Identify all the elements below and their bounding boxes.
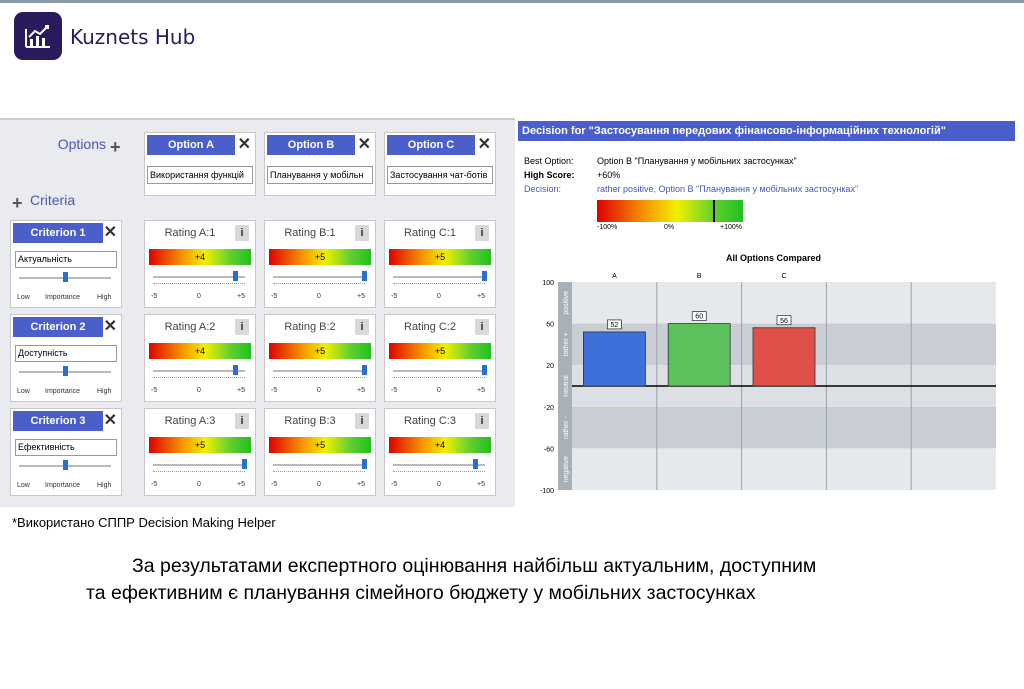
option-card	[144, 132, 256, 196]
scale-max-label: +5	[237, 481, 245, 488]
remove-option-icon[interactable]: ✕	[477, 136, 491, 153]
chart-logo-icon	[14, 12, 62, 60]
rating-label: Rating A:3	[164, 415, 216, 427]
scale-min-label: -5	[151, 481, 158, 488]
scale-max-label: +5	[357, 481, 365, 488]
rating-slider-handle[interactable]	[482, 271, 487, 281]
importance-high-label: High	[97, 482, 112, 489]
data-label: 60	[695, 313, 704, 321]
option-header: Option C	[387, 135, 475, 155]
importance-low-label: Low	[17, 294, 30, 301]
criterion-card	[10, 220, 122, 308]
criterion-header: Criterion 3	[13, 411, 103, 431]
scale-min-label: -5	[391, 387, 398, 394]
y-tick-label: -60	[543, 446, 554, 454]
importance-mid-label: Importance	[45, 388, 81, 395]
rating-label: Rating B:1	[284, 227, 336, 239]
y-tick-label: 100	[542, 280, 554, 287]
rating-slider-handle[interactable]	[242, 459, 247, 469]
brand-name: Kuznets Hub	[70, 25, 196, 49]
rating-card	[264, 408, 376, 496]
rating-ticks	[393, 283, 485, 286]
rating-value-bar: +4	[149, 249, 251, 265]
remove-criterion-icon[interactable]: ✕	[103, 224, 117, 241]
y-tick-label: 20	[546, 363, 554, 371]
rating-ticks	[273, 283, 365, 286]
category-label: A	[612, 273, 617, 280]
scale-mid-label: 0	[317, 481, 321, 488]
info-icon[interactable]: i	[475, 225, 489, 241]
bar-min-label: -100%	[597, 224, 618, 231]
scale-mid-label: 0	[437, 481, 441, 488]
chart-bar	[668, 324, 730, 386]
info-icon[interactable]: i	[235, 225, 249, 241]
header-corner	[4, 124, 132, 213]
rating-label: Rating C:1	[404, 227, 456, 239]
rating-ticks	[393, 471, 485, 474]
chart-band	[558, 407, 996, 449]
y-tick-label: -100	[539, 488, 554, 495]
option-input[interactable]: Застосування чат-ботів	[387, 166, 493, 184]
criterion-card	[10, 314, 122, 402]
options-compared-chart	[518, 266, 1015, 506]
rating-label: Rating C:2	[404, 321, 456, 333]
criterion-input[interactable]: Актуальність	[15, 251, 117, 268]
rating-track[interactable]	[153, 370, 245, 372]
rating-track[interactable]	[153, 464, 245, 466]
chart-title: All Options Compared	[726, 253, 822, 263]
criteria-label: Criteria	[30, 192, 76, 208]
category-label: C	[781, 273, 787, 280]
conclusion-line-2: та ефективним є планування сімейного бюджету у мобільних застосунках	[86, 582, 756, 604]
data-label: 56	[780, 317, 788, 325]
option-input[interactable]: Використання функцій	[147, 166, 253, 184]
importance-slider-handle[interactable]	[63, 366, 68, 376]
rating-card	[264, 314, 376, 402]
bar-mid-label: 0%	[664, 224, 675, 231]
scale-min-label: -5	[271, 387, 278, 394]
scale-max-label: +5	[477, 387, 485, 394]
rating-card	[144, 220, 256, 308]
importance-high-label: High	[97, 294, 112, 301]
scale-max-label: +5	[477, 481, 485, 488]
options-label: Options	[57, 136, 106, 152]
rating-card	[264, 220, 376, 308]
remove-criterion-icon[interactable]: ✕	[103, 318, 117, 335]
scale-min-label: -5	[271, 481, 278, 488]
scale-mid-label: 0	[437, 387, 441, 394]
option-header: Option A	[147, 135, 235, 155]
importance-mid-label: Importance	[45, 294, 81, 301]
data-label: 52	[610, 321, 619, 329]
scale-max-label: +5	[357, 293, 365, 300]
rating-value-bar: +5	[149, 437, 251, 453]
best-option-value: Option B "Планування у мобільних застосунках"	[597, 156, 797, 166]
rating-ticks	[153, 283, 245, 286]
chart-bar	[753, 328, 815, 386]
rating-label: Rating B:2	[284, 321, 336, 333]
rating-label: Rating B:3	[284, 415, 336, 427]
importance-low-label: Low	[17, 482, 30, 489]
rating-track[interactable]	[153, 276, 245, 278]
rating-slider-handle[interactable]	[362, 271, 367, 281]
rating-card	[144, 314, 256, 402]
info-icon[interactable]: i	[235, 319, 249, 335]
rating-value-bar: +5	[389, 343, 491, 359]
rating-card	[384, 314, 496, 402]
conclusion-text	[86, 553, 986, 607]
best-option-label: Best Option:	[524, 156, 574, 166]
importance-high-label: High	[97, 388, 112, 395]
scale-max-label: +5	[477, 293, 485, 300]
criterion-input[interactable]: Ефективність	[15, 439, 117, 456]
option-input[interactable]: Планування у мобільн	[267, 166, 373, 184]
rating-track[interactable]	[273, 464, 365, 466]
info-icon[interactable]: i	[355, 319, 369, 335]
criterion-header: Criterion 1	[13, 223, 103, 243]
scale-max-label: +5	[237, 387, 245, 394]
add-option-icon[interactable]: +	[110, 137, 121, 157]
scale-mid-label: 0	[197, 293, 201, 300]
scale-min-label: -5	[151, 293, 158, 300]
rating-slider-handle[interactable]	[362, 365, 367, 375]
rating-slider-handle[interactable]	[482, 365, 487, 375]
band-label: rather -	[563, 416, 570, 439]
decision-label: Decision:	[524, 184, 562, 194]
scale-mid-label: 0	[197, 387, 201, 394]
scale-mid-label: 0	[437, 293, 441, 300]
criterion-header: Criterion 2	[13, 317, 103, 337]
remove-option-icon[interactable]: ✕	[357, 136, 371, 153]
scale-mid-label: 0	[197, 481, 201, 488]
rating-track[interactable]	[393, 464, 485, 466]
bar-max-label: +100%	[720, 224, 742, 231]
rating-track[interactable]	[273, 370, 365, 372]
rating-value-bar: +5	[389, 249, 491, 265]
high-score-value: +60%	[597, 170, 621, 180]
scale-min-label: -5	[391, 481, 398, 488]
decision-marker	[713, 200, 715, 222]
rating-ticks	[153, 471, 245, 474]
rating-card	[144, 408, 256, 496]
scale-mid-label: 0	[317, 387, 321, 394]
y-tick-label: 60	[546, 321, 554, 329]
rating-ticks	[153, 377, 245, 380]
y-tick-label: -20	[543, 404, 554, 412]
rating-track[interactable]	[273, 276, 365, 278]
band-label: positive	[563, 290, 570, 315]
decision-gradient-bar	[597, 200, 743, 222]
option-card	[264, 132, 376, 196]
rating-ticks	[273, 471, 365, 474]
rating-ticks	[273, 377, 365, 380]
rating-value-bar: +5	[269, 249, 371, 265]
decision-value: rather positive, Option B "Планування у мобільних застосунках"	[597, 184, 859, 194]
rating-slider-handle[interactable]	[362, 459, 367, 469]
rating-card	[384, 220, 496, 308]
info-icon[interactable]: i	[475, 319, 489, 335]
chart-bar	[583, 332, 645, 386]
decision-result-panel	[518, 118, 1015, 507]
decision-input-panel	[0, 118, 515, 507]
info-icon[interactable]: i	[355, 225, 369, 241]
rating-value-bar: +4	[389, 437, 491, 453]
band-label: rather +	[563, 332, 570, 357]
scale-min-label: -5	[271, 293, 278, 300]
scale-max-label: +5	[237, 293, 245, 300]
conclusion-line-1: За результатами експертного оцінювання найбільш актуальним, доступним	[132, 555, 817, 577]
decision-title: Decision for "Застосування передових фінансово-інформаційних технологій"	[518, 121, 1015, 141]
top-border	[0, 0, 1024, 3]
rating-slider-handle[interactable]	[233, 365, 238, 375]
rating-value-bar: +4	[149, 343, 251, 359]
rating-label: Rating C:3	[404, 415, 456, 427]
remove-criterion-icon[interactable]: ✕	[103, 412, 117, 429]
importance-low-label: Low	[17, 388, 30, 395]
rating-label: Rating A:1	[164, 227, 216, 239]
category-label: B	[696, 273, 702, 280]
rating-track[interactable]	[393, 276, 485, 278]
rating-slider-handle[interactable]	[473, 459, 478, 469]
rating-label: Rating A:2	[164, 321, 216, 333]
importance-slider-handle[interactable]	[63, 272, 68, 282]
scale-mid-label: 0	[317, 293, 321, 300]
importance-mid-label: Importance	[45, 482, 81, 489]
option-header: Option B	[267, 135, 355, 155]
criterion-card	[10, 408, 122, 496]
remove-option-icon[interactable]: ✕	[237, 136, 251, 153]
criterion-input[interactable]: Доступність	[15, 345, 117, 362]
footnote: *Використано СППР Decision Making Helper	[12, 515, 276, 530]
option-card	[384, 132, 496, 196]
info-icon[interactable]: i	[475, 413, 489, 429]
info-icon[interactable]: i	[355, 413, 369, 429]
rating-value-bar: +5	[269, 437, 371, 453]
band-label: negative	[563, 455, 570, 483]
info-icon[interactable]: i	[235, 413, 249, 429]
rating-slider-handle[interactable]	[233, 271, 238, 281]
rating-track[interactable]	[393, 370, 485, 372]
band-label: neutral	[563, 375, 570, 397]
scale-min-label: -5	[151, 387, 158, 394]
scale-min-label: -5	[391, 293, 398, 300]
add-criterion-icon[interactable]: +	[12, 193, 23, 213]
high-score-label: High Score:	[524, 170, 575, 180]
chart-band	[558, 448, 996, 490]
scale-max-label: +5	[357, 387, 365, 394]
rating-ticks	[393, 377, 485, 380]
rating-card	[384, 408, 496, 496]
rating-value-bar: +5	[269, 343, 371, 359]
importance-slider-handle[interactable]	[63, 460, 68, 470]
